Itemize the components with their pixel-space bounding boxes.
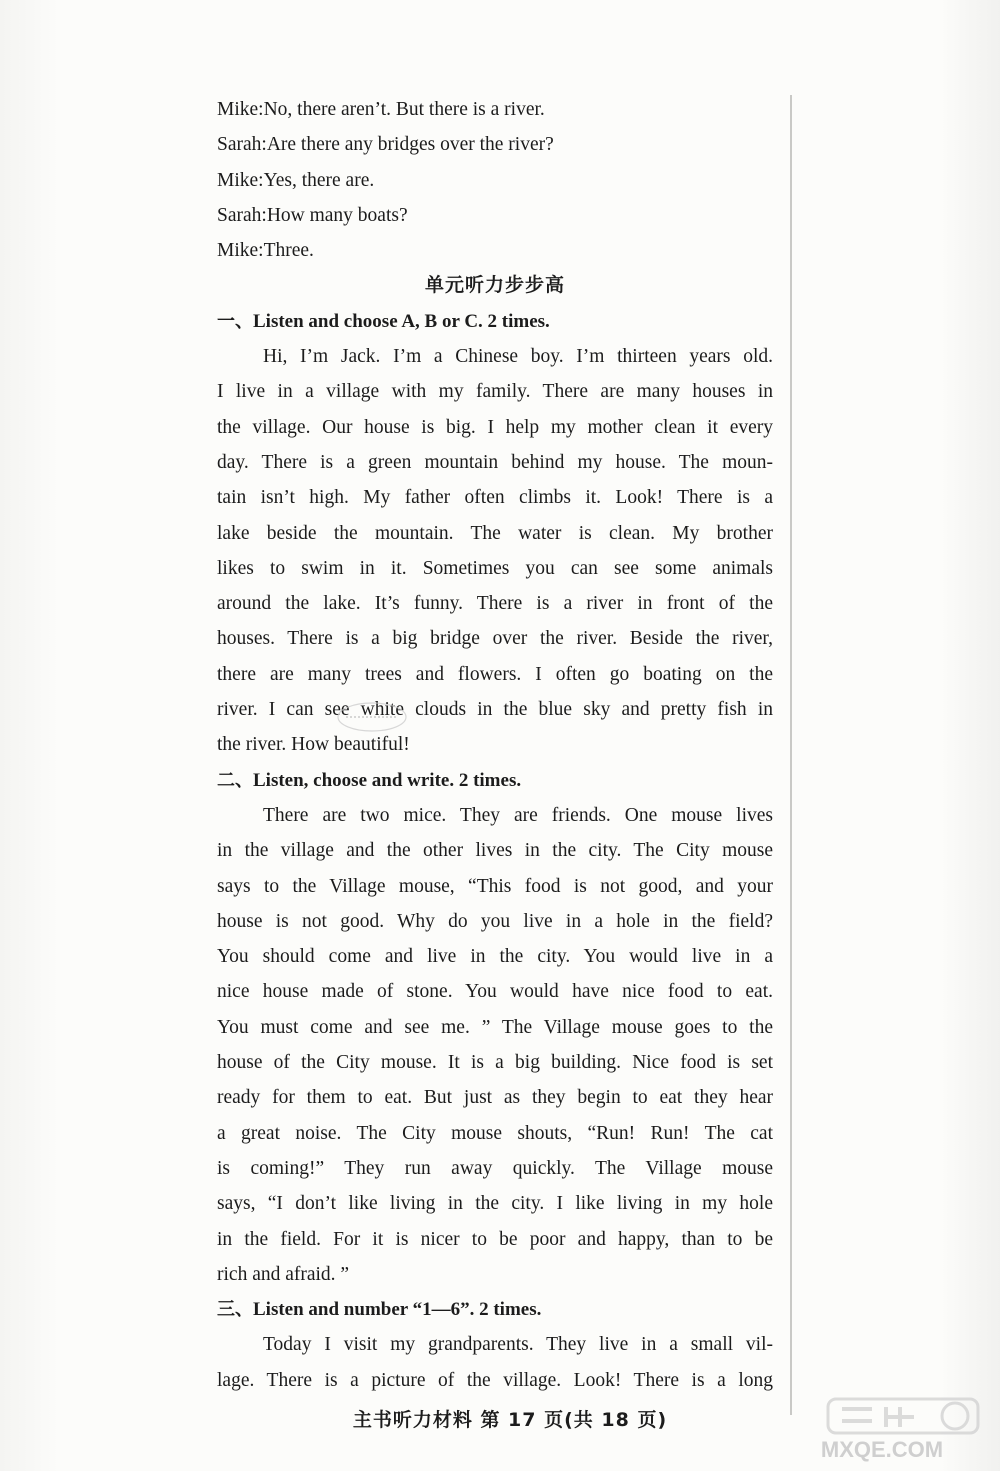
dialogue-line: Mike:Three. — [217, 240, 314, 262]
text-line: nice house made of stone. You would have nice food to eat. — [217, 981, 773, 1003]
section-number: 一、 — [217, 310, 253, 332]
text-line: in the village and the other lives in the city. The City mouse — [217, 840, 773, 862]
dialogue-line: Mike:No, there aren’t. But there is a river. — [217, 99, 545, 120]
text-line: houses. There is a big bridge over the river. Beside the river, — [217, 628, 773, 650]
faint-stamp-mark — [332, 697, 412, 737]
text-line: Today I visit my grandparents. They live in a small vil- — [263, 1334, 773, 1356]
page-footer: 主书听力材料 第 17 页(共 18 页) — [352, 1409, 668, 1431]
section-number: 二、 — [217, 769, 253, 791]
text-line: day. There is a green mountain behind my house. The moun- — [217, 451, 773, 473]
dialogue-line: Sarah:How many boats? — [217, 204, 408, 226]
text-line: Hi, I’m Jack. I’m a Chinese boy. I’m thirteen years old. — [263, 346, 773, 368]
section-heading — [217, 763, 773, 798]
section-title: Listen and number “1—6”. 2 times. — [253, 1299, 542, 1321]
text-line: house of the City mouse. It is a big building. Nice food is set — [217, 1052, 773, 1074]
text-line: says to the Village mouse, “This food is not good, and your — [217, 875, 773, 897]
text-line: tain isn’t high. My father often climbs it. Look! There is a — [217, 487, 773, 509]
text-line: in the field. For it is nicer to be poor and happy, than to be — [217, 1228, 773, 1250]
section-title: Listen, choose and write. 2 times. — [253, 769, 522, 791]
text-line: There are two mice. They are friends. One mouse lives — [263, 804, 773, 826]
text-line: lake beside the mountain. The water is clean. My brother — [217, 522, 773, 544]
section-heading — [217, 304, 773, 339]
text-line: there are many trees and flowers. I often go boating on the — [217, 663, 773, 685]
dialogue-line: Sarah:Are there any bridges over the river? — [217, 134, 554, 156]
section-title: Listen and choose A, B or C. 2 times. — [253, 310, 550, 332]
text-line: house is not good. Why do you live in a hole in the field? — [217, 910, 773, 932]
text-line: is coming!” They run away quickly. The Village mouse — [217, 1157, 773, 1179]
text-line: river. I can see white clouds in the blue sky and pretty fish in — [217, 699, 773, 721]
text-line: likes to swim in it. Sometimes you can see some animals — [217, 557, 773, 579]
text-line: lage. There is a picture of the village. Look! There is a long — [217, 1369, 773, 1391]
text-line: ready for them to eat. But just as they begin to eat they hear — [217, 1087, 773, 1109]
watermark-logo — [820, 1395, 990, 1465]
text-line: the village. Our house is big. I help my mother clean it every — [217, 416, 773, 438]
watermark-text: MXQE.COM — [820, 1437, 944, 1462]
page-content — [217, 92, 773, 1398]
dialogue-line: Mike:Yes, there are. — [217, 169, 375, 191]
text-line: says, “I don’t like living in the city. I like living in my hole — [217, 1193, 773, 1215]
text-line: around the lake. It’s funny. There is a river in front of the — [217, 593, 773, 615]
text-line: a great noise. The City mouse shouts, “Run! Run! The cat — [217, 1122, 773, 1144]
text-line: the river. How beautiful! — [217, 734, 410, 756]
section-number: 三、 — [217, 1299, 253, 1321]
unit-title: 单元听力步步高 — [424, 274, 565, 297]
text-line: rich and afraid. ” — [217, 1263, 350, 1285]
text-line: I live in a village with my family. There are many houses in — [217, 381, 773, 403]
text-line: You must come and see me. ” The Village mouse goes to the — [217, 1016, 773, 1038]
binding-rule — [790, 95, 792, 1415]
section-heading — [217, 1292, 773, 1327]
text-line: You should come and live in the city. You would live in a — [217, 946, 773, 968]
